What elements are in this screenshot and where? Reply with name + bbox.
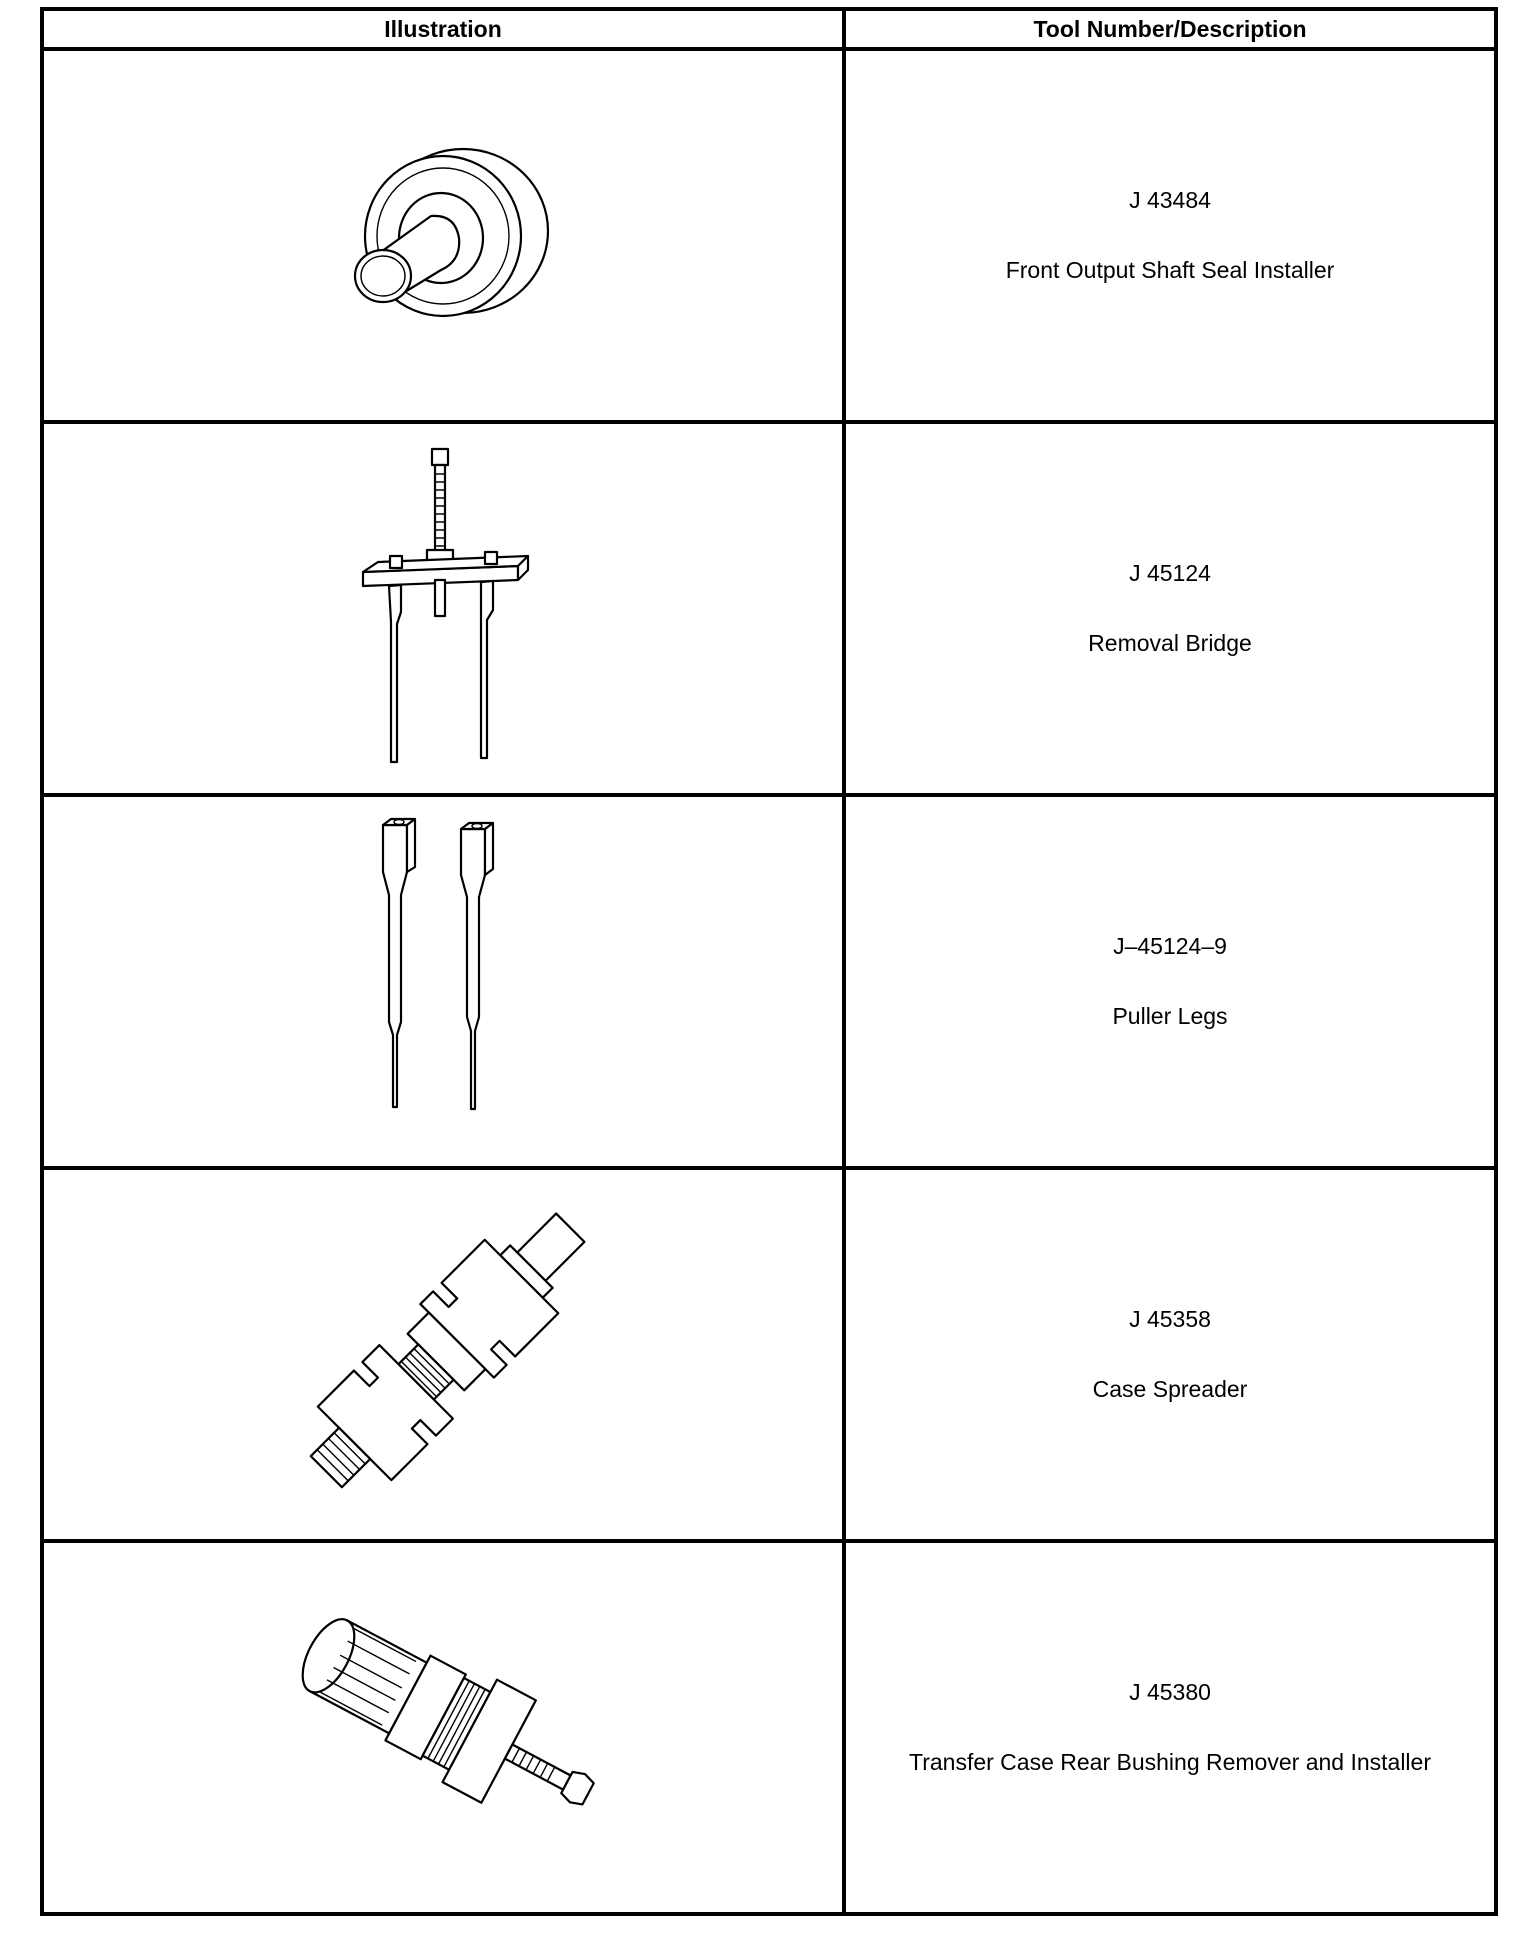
header-illustration: Illustration [42,9,844,49]
tool-number: J–45124–9 [1113,932,1227,959]
puller-legs-drawing [353,817,533,1147]
illustration-cell [42,1541,844,1914]
illustration-cell [42,49,844,422]
table-header-row [42,9,1496,49]
case-spreader-drawing [273,1195,613,1515]
illustration-cell [42,422,844,795]
illustration-cell [42,1168,844,1541]
seal-installer-drawing [323,136,563,336]
table-row [42,422,1496,795]
bushing-tool-drawing [278,1608,608,1848]
tool-number: J 45380 [1129,1678,1211,1705]
description-cell [844,1168,1496,1541]
table-row [42,49,1496,422]
description-cell [844,49,1496,422]
tool-number: J 43484 [1129,186,1211,213]
header-tool-number-description: Tool Number/Description [844,9,1496,49]
tool-number: J 45124 [1129,559,1211,586]
tool-description: Front Output Shaft Seal Installer [1005,256,1335,283]
tool-number: J 45358 [1129,1305,1211,1332]
description-cell [844,795,1496,1168]
tool-description: Removal Bridge [1088,629,1252,656]
tool-description: Transfer Case Rear Bushing Remover and Installer [909,1748,1431,1775]
description-cell [844,422,1496,795]
table-row [42,1168,1496,1541]
table-row [42,795,1496,1168]
illustration-cell [42,795,844,1168]
table-row [42,1541,1496,1914]
removal-bridge-drawing [353,444,533,774]
tool-description: Case Spreader [1092,1375,1248,1402]
special-tools-table [40,7,1498,1916]
description-cell [844,1541,1496,1914]
tool-description: Puller Legs [1112,1002,1228,1029]
